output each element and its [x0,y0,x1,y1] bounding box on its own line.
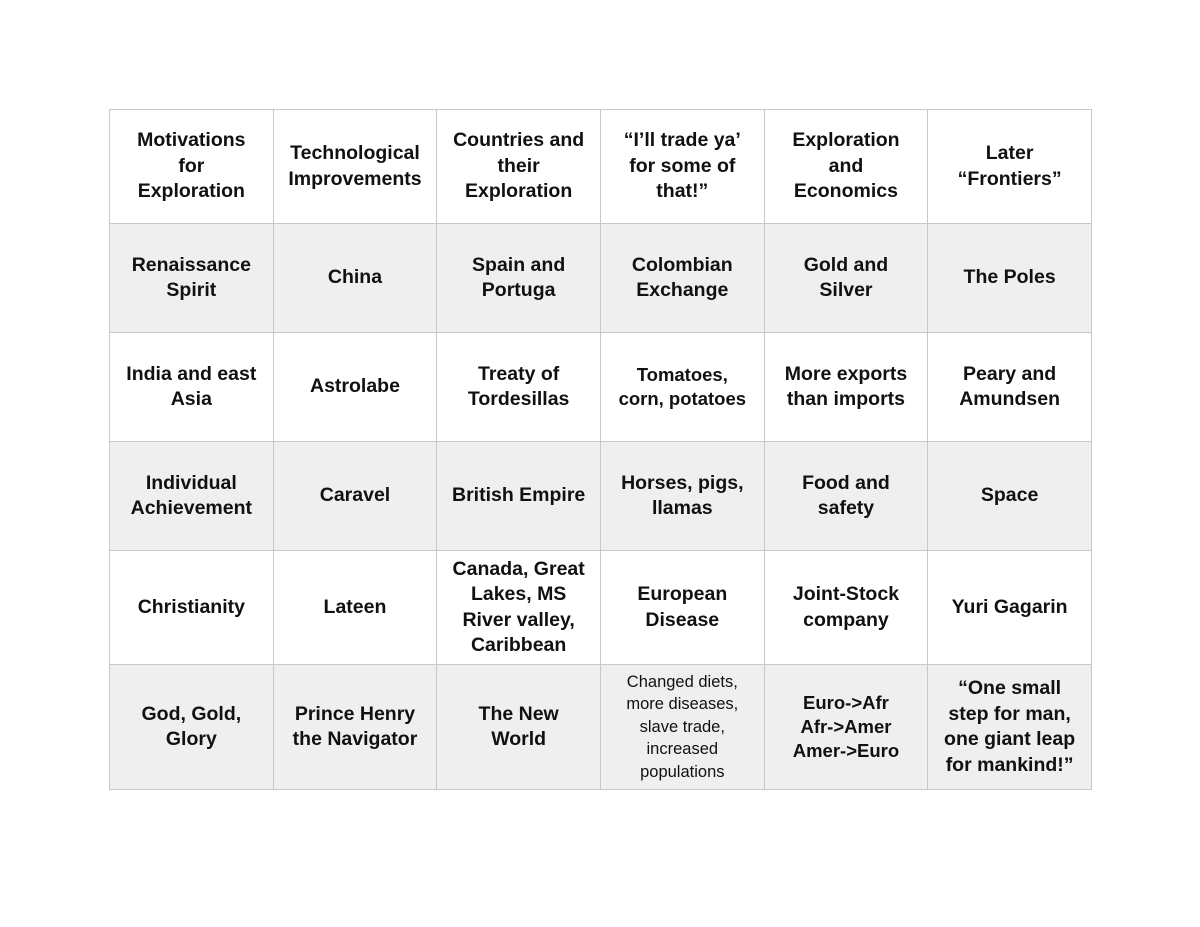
category-header: Later “Frontiers” [928,110,1092,224]
table-cell: China [273,224,437,333]
table-cell: Food and safety [764,442,928,551]
category-header: “I’ll trade ya’ for some of that!” [600,110,764,224]
table-row [110,224,1092,333]
table-cell: Joint-Stock company [764,551,928,665]
table-row [110,665,1092,790]
table-cell: Caravel [273,442,437,551]
table-cell: Euro->Afr Afr->Amer Amer->Euro [764,665,928,790]
table-cell: British Empire [437,442,601,551]
table-row [110,551,1092,665]
table-cell: European Disease [600,551,764,665]
table-cell: The New World [437,665,601,790]
table-cell: Changed diets, more diseases, slave trade, increased populations [600,665,764,790]
table-cell: Individual Achievement [110,442,274,551]
table-cell: Space [928,442,1092,551]
table-cell: Horses, pigs, llamas [600,442,764,551]
header-row [110,110,1092,224]
table-cell: Treaty of Tordesillas [437,333,601,442]
table-row [110,333,1092,442]
table-cell: Gold and Silver [764,224,928,333]
table-cell: India and east Asia [110,333,274,442]
table-row [110,442,1092,551]
category-header: Motivations for Exploration [110,110,274,224]
category-header: Exploration and Economics [764,110,928,224]
table-cell: Lateen [273,551,437,665]
table-cell: The Poles [928,224,1092,333]
table-cell: Colombian Exchange [600,224,764,333]
table-cell: Astrolabe [273,333,437,442]
table-cell: Peary and Amundsen [928,333,1092,442]
table-cell: Renaissance Spirit [110,224,274,333]
table-cell: Tomatoes, corn, potatoes [600,333,764,442]
table-cell: God, Gold, Glory [110,665,274,790]
table-cell: Christianity [110,551,274,665]
table-cell: Yuri Gagarin [928,551,1092,665]
jeopardy-board [109,109,1092,790]
category-header: Countries and their Exploration [437,110,601,224]
table-cell: Spain and Portuga [437,224,601,333]
table-cell: Canada, Great Lakes, MS River valley, Caribbean [437,551,601,665]
table-cell: “One small step for man, one giant leap for mankind!” [928,665,1092,790]
table-cell: More exports than imports [764,333,928,442]
category-header: Technological Improvements [273,110,437,224]
table-cell: Prince Henry the Navigator [273,665,437,790]
